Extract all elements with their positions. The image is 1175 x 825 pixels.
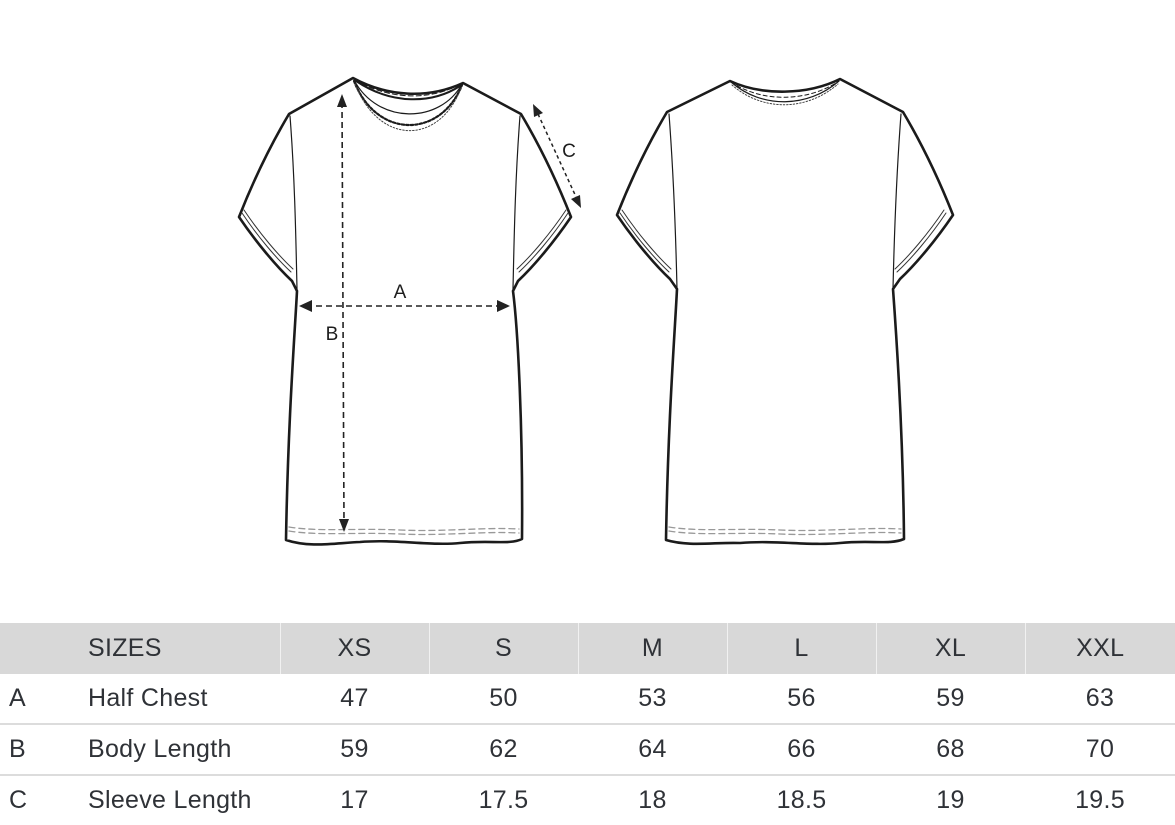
cell-value: 64	[578, 724, 727, 775]
header-col-m: M	[578, 623, 727, 674]
header-col-l: L	[727, 623, 876, 674]
back-silhouette	[617, 79, 953, 544]
cell-value: 62	[429, 724, 578, 775]
table-row-body-length	[0, 724, 1175, 775]
tshirt-front-drawing	[239, 78, 571, 544]
cell-value: 19.5	[1025, 775, 1175, 825]
cell-value: 63	[1025, 674, 1175, 724]
row-letter: B	[0, 724, 80, 775]
header-col-xs: XS	[280, 623, 429, 674]
cell-value: 17.5	[429, 775, 578, 825]
measure-label-a: A	[393, 282, 407, 303]
row-name: Sleeve Length	[80, 775, 280, 825]
measure-label-b: B	[325, 324, 339, 345]
table-row-sleeve-length	[0, 775, 1175, 825]
cell-value: 59	[280, 724, 429, 775]
cell-value: 53	[578, 674, 727, 724]
cell-value: 59	[876, 674, 1025, 724]
header-col-s: S	[429, 623, 578, 674]
row-name: Half Chest	[80, 674, 280, 724]
cell-value: 19	[876, 775, 1025, 825]
row-letter: C	[0, 775, 80, 825]
front-silhouette	[239, 78, 571, 544]
cell-value: 18.5	[727, 775, 876, 825]
cell-value: 18	[578, 775, 727, 825]
cell-value: 66	[727, 724, 876, 775]
measure-label-c: C	[562, 141, 576, 162]
header-sizes-label: SIZES	[80, 623, 280, 674]
row-name: Body Length	[80, 724, 280, 775]
cell-value: 47	[280, 674, 429, 724]
header-col-xl: XL	[876, 623, 1025, 674]
header-col-xxl: XXL	[1025, 623, 1175, 674]
table-header-row	[0, 623, 1175, 674]
row-letter: A	[0, 674, 80, 724]
tshirt-back-drawing	[617, 79, 953, 544]
cell-value: 56	[727, 674, 876, 724]
header-empty-cell	[0, 623, 80, 674]
cell-value: 50	[429, 674, 578, 724]
cell-value: 17	[280, 775, 429, 825]
table-row-half-chest	[0, 674, 1175, 724]
cell-value: 70	[1025, 724, 1175, 775]
size-table	[0, 623, 1175, 825]
cell-value: 68	[876, 724, 1025, 775]
